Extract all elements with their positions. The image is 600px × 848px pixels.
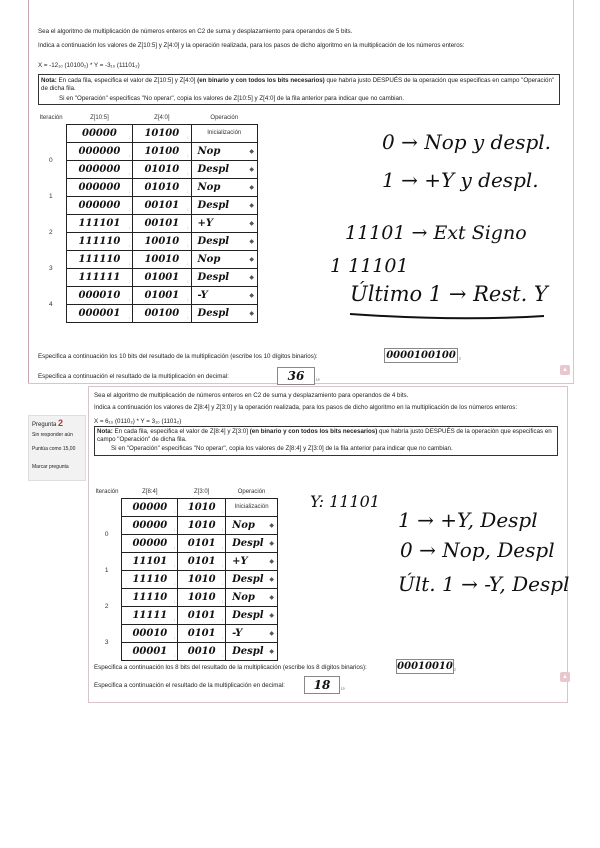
q1-decimal-prompt: Especifica a continuación el resultado de la multiplicación en decimal: bbox=[38, 373, 229, 380]
q1-intro: Sea el algoritmo de multiplicación de números enteros en C2 de suma y desplazamiento para operandos de 5 bits. bbox=[38, 28, 353, 35]
table-row bbox=[36, 143, 258, 161]
resize-handle-icon: ⁞ bbox=[129, 189, 131, 194]
low-bits-value: 10100 bbox=[144, 146, 180, 157]
q2-decimal-prompt: Especifica a continuación el resultado de la multiplicación en decimal: bbox=[94, 682, 285, 689]
low-bits-value: 1010 bbox=[187, 520, 216, 531]
high-bits-value: 11111 bbox=[132, 610, 168, 621]
resize-handle-icon: ⁞ bbox=[174, 635, 176, 640]
resize-handle-icon: ⁞ bbox=[187, 189, 189, 194]
resize-handle-icon: ⁞ bbox=[129, 171, 131, 176]
table-row bbox=[92, 499, 278, 517]
operation-value: Inicialización bbox=[234, 504, 269, 510]
resize-handle-icon: ⁞ bbox=[174, 545, 176, 550]
resize-handle-icon: ⁞ bbox=[187, 135, 189, 140]
low-bits-input[interactable] bbox=[133, 215, 191, 233]
operation-select[interactable] bbox=[191, 215, 257, 233]
operation-select[interactable] bbox=[191, 161, 257, 179]
high-bits-value: 11101 bbox=[132, 556, 168, 567]
low-bits-value: 1010 bbox=[187, 502, 216, 513]
resize-handle-icon: ⁞ bbox=[187, 171, 189, 176]
q2-bits-prompt: Especifica a continuación los 8 bits del resultado de la multiplicación (escribe los 8 dígitos binarios): bbox=[94, 664, 367, 671]
q1-handwritten-note-1: 0 → Nop y despl. bbox=[382, 130, 552, 154]
iteration-label bbox=[92, 499, 122, 517]
operation-value: Despl bbox=[197, 200, 229, 211]
low-bits-value: 01001 bbox=[144, 290, 180, 301]
operation-value: Nop bbox=[197, 182, 221, 193]
resize-handle-icon: ⁞ bbox=[174, 617, 176, 622]
high-bits-input[interactable] bbox=[122, 625, 178, 643]
operation-select[interactable] bbox=[191, 179, 257, 197]
operation-select[interactable] bbox=[226, 625, 278, 643]
q2-flag-link[interactable]: Marcar pregunta bbox=[32, 464, 69, 470]
table-row bbox=[36, 125, 258, 143]
chevron-down-icon: ◆ bbox=[269, 595, 274, 601]
q2-header-1: Z[8:4] bbox=[142, 489, 158, 495]
q1-operands: X = -12₁₀ (10100₂) * Y = -3₁₀ (11101₂) bbox=[38, 62, 140, 69]
q2-decimal-answer: 18 bbox=[313, 678, 331, 692]
q1-corner-flag-icon[interactable]: ▲ bbox=[560, 365, 570, 375]
low-bits-input[interactable] bbox=[178, 625, 226, 643]
iteration-label: 1 bbox=[49, 193, 53, 200]
q2-bits-answer: 00010010 bbox=[397, 661, 453, 672]
high-bits-input[interactable] bbox=[122, 535, 178, 553]
low-bits-input[interactable] bbox=[133, 161, 191, 179]
q2-header-3: Operación bbox=[237, 489, 266, 495]
q2-handwritten-note-1: Y: 11101 bbox=[310, 492, 380, 511]
q2-corner-flag-icon[interactable]: ▲ bbox=[560, 672, 570, 682]
chevron-down-icon: ◆ bbox=[249, 221, 254, 227]
high-bits-input[interactable] bbox=[122, 499, 178, 517]
operation-select[interactable] bbox=[226, 535, 278, 553]
q2-handwritten-note-2: 1 → +Y, Despl bbox=[398, 508, 538, 532]
low-bits-input[interactable] bbox=[133, 251, 191, 269]
operation-value: Nop bbox=[197, 146, 221, 157]
low-bits-value: 0010 bbox=[187, 646, 216, 657]
high-bits-value: 000000 bbox=[78, 182, 121, 193]
low-bits-input[interactable] bbox=[133, 233, 191, 251]
high-bits-input[interactable] bbox=[66, 305, 132, 323]
resize-handle-icon: ⁞ bbox=[174, 599, 176, 604]
q2-number: 2 bbox=[58, 418, 64, 428]
q1-decimal-suffix: ₁₀ bbox=[316, 376, 320, 382]
resize-handle-icon: ⁞ bbox=[221, 563, 224, 568]
operation-value: Despl bbox=[232, 646, 264, 657]
chevron-down-icon: ◆ bbox=[269, 577, 274, 583]
q1-decimal-answer: 36 bbox=[287, 369, 305, 383]
q2-note-text-3: Si en "Operación" especificas "No operar", copia los valores de Z[8:4] y Z[3:0] de la fila anterior para indicar que no cambian. bbox=[111, 445, 453, 452]
high-bits-value: 11110 bbox=[132, 592, 168, 603]
resize-handle-icon: ⁞ bbox=[129, 243, 131, 248]
q1-handwritten-note-2: 1 → +Y y despl. bbox=[382, 168, 539, 192]
operation-value: +Y bbox=[232, 556, 248, 567]
resize-handle-icon: ⁞ bbox=[221, 617, 224, 622]
resize-handle-icon: ⁞ bbox=[129, 207, 131, 212]
high-bits-input[interactable] bbox=[66, 161, 132, 179]
q2-points: Puntúa como 15,00 bbox=[32, 446, 76, 452]
operation-select[interactable] bbox=[191, 251, 257, 269]
high-bits-value: 000000 bbox=[78, 200, 121, 211]
operation-select[interactable] bbox=[226, 517, 278, 535]
resize-handle-icon: ⁞ bbox=[187, 297, 189, 302]
high-bits-input[interactable] bbox=[66, 269, 132, 287]
low-bits-input[interactable] bbox=[133, 305, 191, 323]
operation-value: Despl bbox=[197, 164, 229, 175]
high-bits-value: 111110 bbox=[78, 254, 121, 265]
high-bits-value: 00000 bbox=[132, 502, 168, 513]
operation-select[interactable] bbox=[226, 553, 278, 571]
q2-title-prefix: Pregunta bbox=[32, 422, 57, 428]
low-bits-input[interactable] bbox=[133, 143, 191, 161]
high-bits-value: 00001 bbox=[132, 646, 168, 657]
q2-note-text-1: En cada fila, especifica el valor de Z[8:4] y Z[3:0] bbox=[114, 428, 248, 435]
resize-handle-icon: ⁞ bbox=[129, 279, 131, 284]
q2-handwritten-note-3: 0 → Nop, Despl bbox=[400, 538, 555, 562]
q2-note-box bbox=[94, 426, 558, 456]
q1-instruction: Indica a continuación los valores de Z[10:5] y Z[4:0] y la operación realizada, para los pasos de dicho algoritmo en la multiplicación de los números enteros: bbox=[38, 42, 465, 49]
low-bits-input[interactable] bbox=[178, 643, 226, 661]
q1-note-box bbox=[38, 74, 560, 105]
resize-handle-icon: ⁞ bbox=[187, 207, 189, 212]
chevron-down-icon: ◆ bbox=[269, 559, 274, 565]
q2-decimal-suffix: ₁₀ bbox=[341, 685, 345, 691]
q2-bits-input[interactable] bbox=[396, 659, 454, 674]
chevron-down-icon: ◆ bbox=[249, 167, 254, 173]
q1-header-row bbox=[36, 112, 258, 125]
high-bits-input[interactable] bbox=[122, 571, 178, 589]
table-row bbox=[36, 233, 258, 251]
operation-select[interactable] bbox=[226, 607, 278, 625]
operation-select[interactable] bbox=[191, 197, 257, 215]
q1-note-text-2: que habría justo DESPUÉS de la operación que especificas en campo "Operación" de dicha fila. bbox=[41, 77, 555, 92]
q1-bits-input[interactable] bbox=[384, 348, 458, 363]
high-bits-value: 000000 bbox=[78, 164, 121, 175]
operation-value: Nop bbox=[232, 520, 255, 531]
high-bits-value: 00000 bbox=[132, 538, 168, 549]
iteration-label: 3 bbox=[49, 265, 53, 272]
q2-header-row bbox=[92, 486, 278, 499]
resize-handle-icon: ⁞ bbox=[221, 581, 224, 586]
resize-handle-icon: ⁞ bbox=[187, 225, 189, 230]
q2-note-bold: (en binario y con todos los bits necesarios) bbox=[249, 428, 378, 435]
high-bits-input[interactable] bbox=[66, 233, 132, 251]
resize-handle-icon: ⁞ bbox=[174, 509, 176, 514]
chevron-down-icon: ◆ bbox=[249, 311, 254, 317]
iteration-label: 1 bbox=[104, 567, 109, 574]
high-bits-input[interactable] bbox=[66, 287, 132, 305]
chevron-down-icon: ◆ bbox=[249, 149, 254, 155]
operation-value: Despl bbox=[232, 574, 264, 585]
resize-handle-icon: ⁞ bbox=[174, 581, 176, 586]
chevron-down-icon: ◆ bbox=[269, 541, 274, 547]
resize-handle-icon: ⁞ bbox=[221, 653, 224, 658]
q1-left-border bbox=[28, 0, 29, 383]
low-bits-input[interactable] bbox=[133, 179, 191, 197]
high-bits-value: 000010 bbox=[78, 290, 121, 301]
chevron-down-icon: ◆ bbox=[249, 185, 254, 191]
table-row bbox=[92, 553, 278, 571]
q2-header-0: Iteración bbox=[95, 489, 119, 496]
low-bits-value: 1010 bbox=[187, 592, 216, 603]
operation-value: Despl bbox=[197, 308, 229, 319]
operation-select[interactable] bbox=[226, 589, 278, 607]
table-row bbox=[36, 179, 258, 197]
high-bits-input[interactable] bbox=[66, 179, 132, 197]
high-bits-input[interactable] bbox=[122, 589, 178, 607]
table-row bbox=[36, 287, 258, 305]
low-bits-value: 1010 bbox=[187, 574, 216, 585]
operation-value: Despl bbox=[232, 610, 264, 621]
operation-value: Nop bbox=[197, 254, 221, 265]
iteration-label: 2 bbox=[104, 603, 109, 610]
high-bits-input[interactable] bbox=[66, 197, 132, 215]
low-bits-input[interactable] bbox=[178, 499, 226, 517]
low-bits-value: 00101 bbox=[144, 200, 180, 211]
q2-decimal-input[interactable] bbox=[304, 676, 340, 694]
operation-value: +Y bbox=[197, 218, 214, 229]
low-bits-value: 0101 bbox=[187, 610, 216, 621]
operation-select[interactable] bbox=[191, 269, 257, 287]
low-bits-input[interactable] bbox=[178, 589, 226, 607]
q1-decimal-input[interactable] bbox=[277, 367, 315, 385]
low-bits-input[interactable] bbox=[133, 197, 191, 215]
resize-handle-icon: ⁞ bbox=[187, 153, 189, 158]
low-bits-value: 0101 bbox=[187, 538, 216, 549]
q1-bits-prompt: Especifica a continuación los 10 bits del resultado de la multiplicación (escribe los 10 dígitos binarios): bbox=[38, 353, 318, 360]
q2-operands: X = 6₁₀ (0110₂) * Y = 3₁₀ (1101₂) bbox=[94, 418, 182, 425]
table-row bbox=[36, 251, 258, 269]
q2-handwritten-note-4: Últ. 1 → -Y, Despl bbox=[398, 572, 570, 596]
low-bits-input[interactable] bbox=[133, 287, 191, 305]
table-row bbox=[92, 625, 278, 643]
resize-handle-icon: ⁞ bbox=[174, 563, 176, 568]
table-row bbox=[36, 161, 258, 179]
q1-header-3: Operación bbox=[210, 115, 239, 121]
q2-note-text-2: que habría justo DESPUÉS de la operación que especificas en campo "Operación" de dicha fila. bbox=[97, 428, 552, 443]
low-bits-value: 00101 bbox=[144, 218, 180, 229]
operation-select[interactable] bbox=[191, 233, 257, 251]
q1-note-label: Nota: bbox=[41, 77, 57, 84]
iteration-label: 2 bbox=[49, 229, 53, 236]
low-bits-input[interactable] bbox=[178, 517, 226, 535]
table-row bbox=[92, 517, 278, 535]
resize-handle-icon: ⁞ bbox=[174, 653, 176, 658]
q2-instruction: Indica a continuación los valores de Z[8:4] y Z[3:0] y la operación realizada, para los pasos de dicho algoritmo en la multiplicación de los números enteros: bbox=[94, 404, 518, 411]
operation-select[interactable] bbox=[226, 571, 278, 589]
chevron-down-icon: ◆ bbox=[269, 523, 274, 529]
q1-note-text-1: En cada fila, especifica el valor de Z[10:5] y Z[4:0] bbox=[58, 77, 196, 84]
low-bits-value: 0101 bbox=[187, 556, 216, 567]
q1-handwritten-note-4: 1 11101 bbox=[330, 255, 409, 277]
resize-handle-icon: ⁞ bbox=[129, 153, 131, 158]
operation-static bbox=[191, 125, 257, 143]
operation-value: Despl bbox=[197, 236, 229, 247]
q1-note-text-3: Si en "Operación" especificas "No operar", copia los valores de Z[10:5] y Z[4:0] de la fila anterior para indicar que no cambian. bbox=[59, 95, 405, 102]
resize-handle-icon: ⁞ bbox=[221, 599, 224, 604]
low-bits-input[interactable] bbox=[178, 535, 226, 553]
low-bits-value: 01010 bbox=[144, 182, 180, 193]
operation-value: -Y bbox=[232, 628, 243, 639]
q1-handwritten-note-5: Último 1 → Rest. Y bbox=[350, 282, 548, 306]
resize-handle-icon: ⁞ bbox=[129, 225, 131, 230]
resize-handle-icon: ⁞ bbox=[129, 297, 131, 302]
high-bits-input[interactable] bbox=[66, 125, 132, 143]
high-bits-value: 00000 bbox=[132, 520, 168, 531]
resize-handle-icon: ⁞ bbox=[129, 135, 131, 140]
q2-bits-suffix: ₂ bbox=[454, 666, 456, 672]
low-bits-value: 00100 bbox=[144, 308, 180, 319]
table-row bbox=[36, 305, 258, 323]
table-row bbox=[36, 197, 258, 215]
low-bits-value: 01001 bbox=[144, 272, 180, 283]
operation-select[interactable] bbox=[191, 143, 257, 161]
low-bits-value: 10100 bbox=[144, 128, 180, 139]
q1-header-1: Z[10:5] bbox=[90, 115, 109, 121]
resize-handle-icon: ⁞ bbox=[221, 509, 224, 514]
high-bits-value: 111110 bbox=[78, 236, 121, 247]
table-row bbox=[92, 589, 278, 607]
high-bits-input[interactable] bbox=[66, 143, 132, 161]
low-bits-input[interactable] bbox=[178, 553, 226, 571]
chevron-down-icon: ◆ bbox=[269, 649, 274, 655]
iteration-label: 0 bbox=[104, 531, 109, 538]
chevron-down-icon: ◆ bbox=[249, 293, 254, 299]
iteration-label: 3 bbox=[104, 639, 109, 646]
chevron-down-icon: ◆ bbox=[249, 239, 254, 245]
q2-info-panel bbox=[28, 415, 86, 481]
operation-value: Inicialización bbox=[207, 130, 242, 136]
low-bits-value: 10010 bbox=[144, 254, 180, 265]
high-bits-input[interactable] bbox=[66, 215, 132, 233]
chevron-down-icon: ◆ bbox=[249, 257, 254, 263]
high-bits-input[interactable] bbox=[122, 643, 178, 661]
resize-handle-icon: ⁞ bbox=[221, 527, 224, 532]
operation-value: -Y bbox=[197, 290, 208, 301]
table-row bbox=[36, 269, 258, 287]
q2-note-label: Nota: bbox=[97, 428, 113, 435]
table-row bbox=[36, 215, 258, 233]
low-bits-input[interactable] bbox=[178, 607, 226, 625]
high-bits-input[interactable] bbox=[122, 607, 178, 625]
operation-select[interactable] bbox=[226, 643, 278, 661]
low-bits-input[interactable] bbox=[133, 125, 191, 143]
operation-select[interactable] bbox=[191, 287, 257, 305]
high-bits-input[interactable] bbox=[122, 517, 178, 535]
low-bits-value: 0101 bbox=[187, 628, 216, 639]
high-bits-value: 000001 bbox=[78, 308, 121, 319]
q2-intro: Sea el algoritmo de multiplicación de números enteros en C2 de suma y desplazamiento para operandos de 4 bits. bbox=[94, 392, 409, 399]
high-bits-value: 11110 bbox=[132, 574, 168, 585]
resize-handle-icon: ⁞ bbox=[187, 243, 189, 248]
q2-steps-table bbox=[92, 486, 278, 661]
q1-bits-suffix: ₂ bbox=[459, 355, 461, 361]
iteration-label: 4 bbox=[49, 301, 53, 308]
low-bits-value: 01010 bbox=[144, 164, 180, 175]
resize-handle-icon: ⁞ bbox=[187, 279, 189, 284]
q2-status: Sin responder aún bbox=[32, 432, 73, 438]
resize-handle-icon: ⁞ bbox=[129, 315, 131, 320]
q1-bits-answer: 0000100100 bbox=[386, 350, 456, 361]
resize-handle-icon: ⁞ bbox=[221, 545, 224, 550]
chevron-down-icon: ◆ bbox=[269, 613, 274, 619]
high-bits-value: 111101 bbox=[78, 218, 121, 229]
operation-value: Nop bbox=[232, 592, 255, 603]
low-bits-input[interactable] bbox=[178, 571, 226, 589]
low-bits-value: 10010 bbox=[144, 236, 180, 247]
iteration-label: 0 bbox=[49, 157, 53, 164]
operation-static bbox=[226, 499, 278, 517]
resize-handle-icon: ⁞ bbox=[221, 635, 224, 640]
low-bits-input[interactable] bbox=[133, 269, 191, 287]
operation-select[interactable] bbox=[191, 305, 257, 323]
q1-header-2: Z[4:0] bbox=[154, 115, 170, 121]
q1-header-0: Iteración bbox=[39, 115, 63, 122]
resize-handle-icon: ⁞ bbox=[129, 261, 131, 266]
resize-handle-icon: ⁞ bbox=[187, 315, 189, 320]
high-bits-input[interactable] bbox=[66, 251, 132, 269]
chevron-down-icon: ◆ bbox=[249, 203, 254, 209]
q1-handwritten-note-3: 11101 → Ext Signo bbox=[345, 222, 527, 244]
q2-header-2: Z[3:0] bbox=[194, 489, 210, 495]
resize-handle-icon: ⁞ bbox=[187, 261, 189, 266]
q1-note-bold: (en binario y con todos los bits necesarios) bbox=[197, 77, 325, 84]
high-bits-value: 00010 bbox=[132, 628, 168, 639]
resize-handle-icon: ⁞ bbox=[174, 527, 176, 532]
operation-value: Despl bbox=[232, 538, 264, 549]
q1-underline-stroke bbox=[348, 306, 548, 322]
chevron-down-icon: ◆ bbox=[249, 275, 254, 281]
chevron-down-icon: ◆ bbox=[269, 631, 274, 637]
high-bits-value: 111111 bbox=[78, 272, 121, 283]
iteration-label bbox=[36, 125, 66, 143]
high-bits-input[interactable] bbox=[122, 553, 178, 571]
q1-steps-table bbox=[36, 112, 258, 323]
high-bits-value: 000000 bbox=[78, 146, 121, 157]
operation-value: Despl bbox=[197, 272, 229, 283]
high-bits-value: 00000 bbox=[82, 128, 117, 139]
